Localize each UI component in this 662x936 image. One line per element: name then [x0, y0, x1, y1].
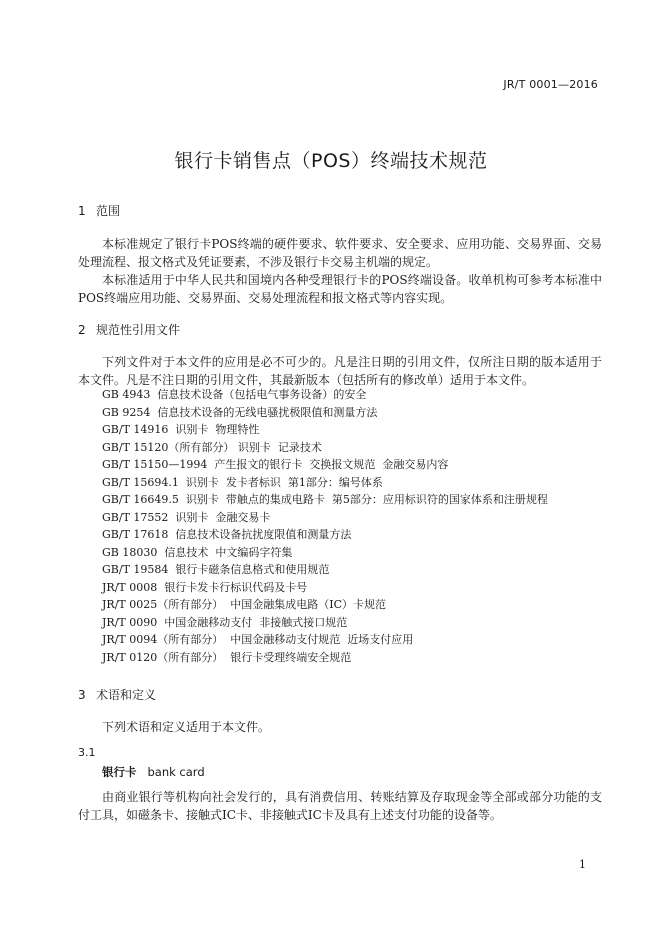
- section-3-heading: [78, 686, 156, 703]
- section-3-title: 术语和定义: [96, 688, 157, 702]
- section-1-paragraph: 本标准适用于中华人民共和国境内各种受理银行卡的POS终端设备。收单机构可参考本标准中POS终端应用功能、交易界面、交易处理流程和报文格式等内容实现。: [78, 273, 602, 305]
- term-name-en: bank card: [147, 765, 205, 779]
- reference-item: GB/T 14916 识别卡 物理特性: [102, 423, 260, 436]
- reference-item: GB 4943 信息技术设备（包括电气事务设备）的安全: [102, 388, 367, 401]
- term-number: 3.1: [78, 746, 96, 759]
- term-name-zh: 银行卡: [102, 765, 137, 779]
- section-3-intro: 下列术语和定义适用于本文件。: [102, 720, 271, 734]
- section-3-number: 3: [78, 688, 86, 702]
- term-definition: 由商业银行等机构向社会发行的，具有消费信用、转账结算及存取现金等全部或部分功能的支付工具，如磁条卡、接触式IC卡、非接触式IC卡及具有上述支付功能的设备等。: [78, 790, 602, 822]
- reference-item: GB/T 16649.5 识别卡 带触点的集成电路卡 第5部分：应用标识符的国家体系和注册规程: [102, 493, 548, 506]
- section-2-intro: 下列文件对于本文件的应用是必不可少的。凡是注日期的引用文件，仅所注日期的版本适用于本文件。凡是不注日期的引用文件，其最新版本（包括所有的修改单）适用于本文件。: [78, 355, 602, 387]
- standard-number: JR/T 0001—2016: [503, 78, 598, 91]
- reference-item: GB/T 19584 银行卡磁条信息格式和使用规范: [102, 563, 330, 576]
- reference-item: JR/T 0025（所有部分） 中国金融集成电路（IC）卡规范: [102, 598, 386, 611]
- section-2-heading: [78, 321, 180, 338]
- term-heading: [102, 764, 205, 780]
- section-1-heading: [78, 202, 120, 219]
- reference-item: JR/T 0094（所有部分） 中国金融移动支付规范 近场支付应用: [102, 633, 414, 646]
- reference-item: GB 18030 信息技术 中文编码字符集: [102, 545, 293, 559]
- reference-item: JR/T 0120（所有部分） 银行卡受理终端安全规范: [102, 650, 352, 664]
- reference-item: GB/T 17552 识别卡 金融交易卡: [102, 510, 271, 524]
- page-number: 1: [579, 858, 586, 871]
- section-2-number: 2: [78, 323, 86, 337]
- reference-item: GB/T 15120（所有部分） 识别卡 记录技术: [102, 440, 322, 454]
- section-2-title: 规范性引用文件: [96, 323, 181, 337]
- reference-item: GB 9254 信息技术设备的无线电骚扰极限值和测量方法: [102, 405, 378, 419]
- reference-item: JR/T 0008 银行卡发卡行标识代码及卡号: [102, 580, 308, 594]
- reference-list: [102, 386, 548, 666]
- document-title: 银行卡销售点（POS）终端技术规范: [174, 150, 488, 172]
- section-1-paragraph: 本标准规定了银行卡POS终端的硬件要求、软件要求、安全要求、应用功能、交易界面、交易处理流程、报文格式及凭证要素，不涉及银行卡交易主机端的规定。: [78, 237, 602, 269]
- reference-item: GB/T 17618 信息技术设备抗扰度限值和测量方法: [102, 528, 352, 541]
- section-1-number: 1: [78, 204, 86, 218]
- reference-item: JR/T 0090 中国金融移动支付 非接触式接口规范: [102, 615, 348, 629]
- section-1-title: 范围: [96, 204, 121, 218]
- reference-item: GB/T 15150—1994 产生报文的银行卡 交换报文规范 金融交易内容: [102, 458, 449, 471]
- reference-item: GB/T 15694.1 识别卡 发卡者标识 第1部分：编号体系: [102, 475, 383, 489]
